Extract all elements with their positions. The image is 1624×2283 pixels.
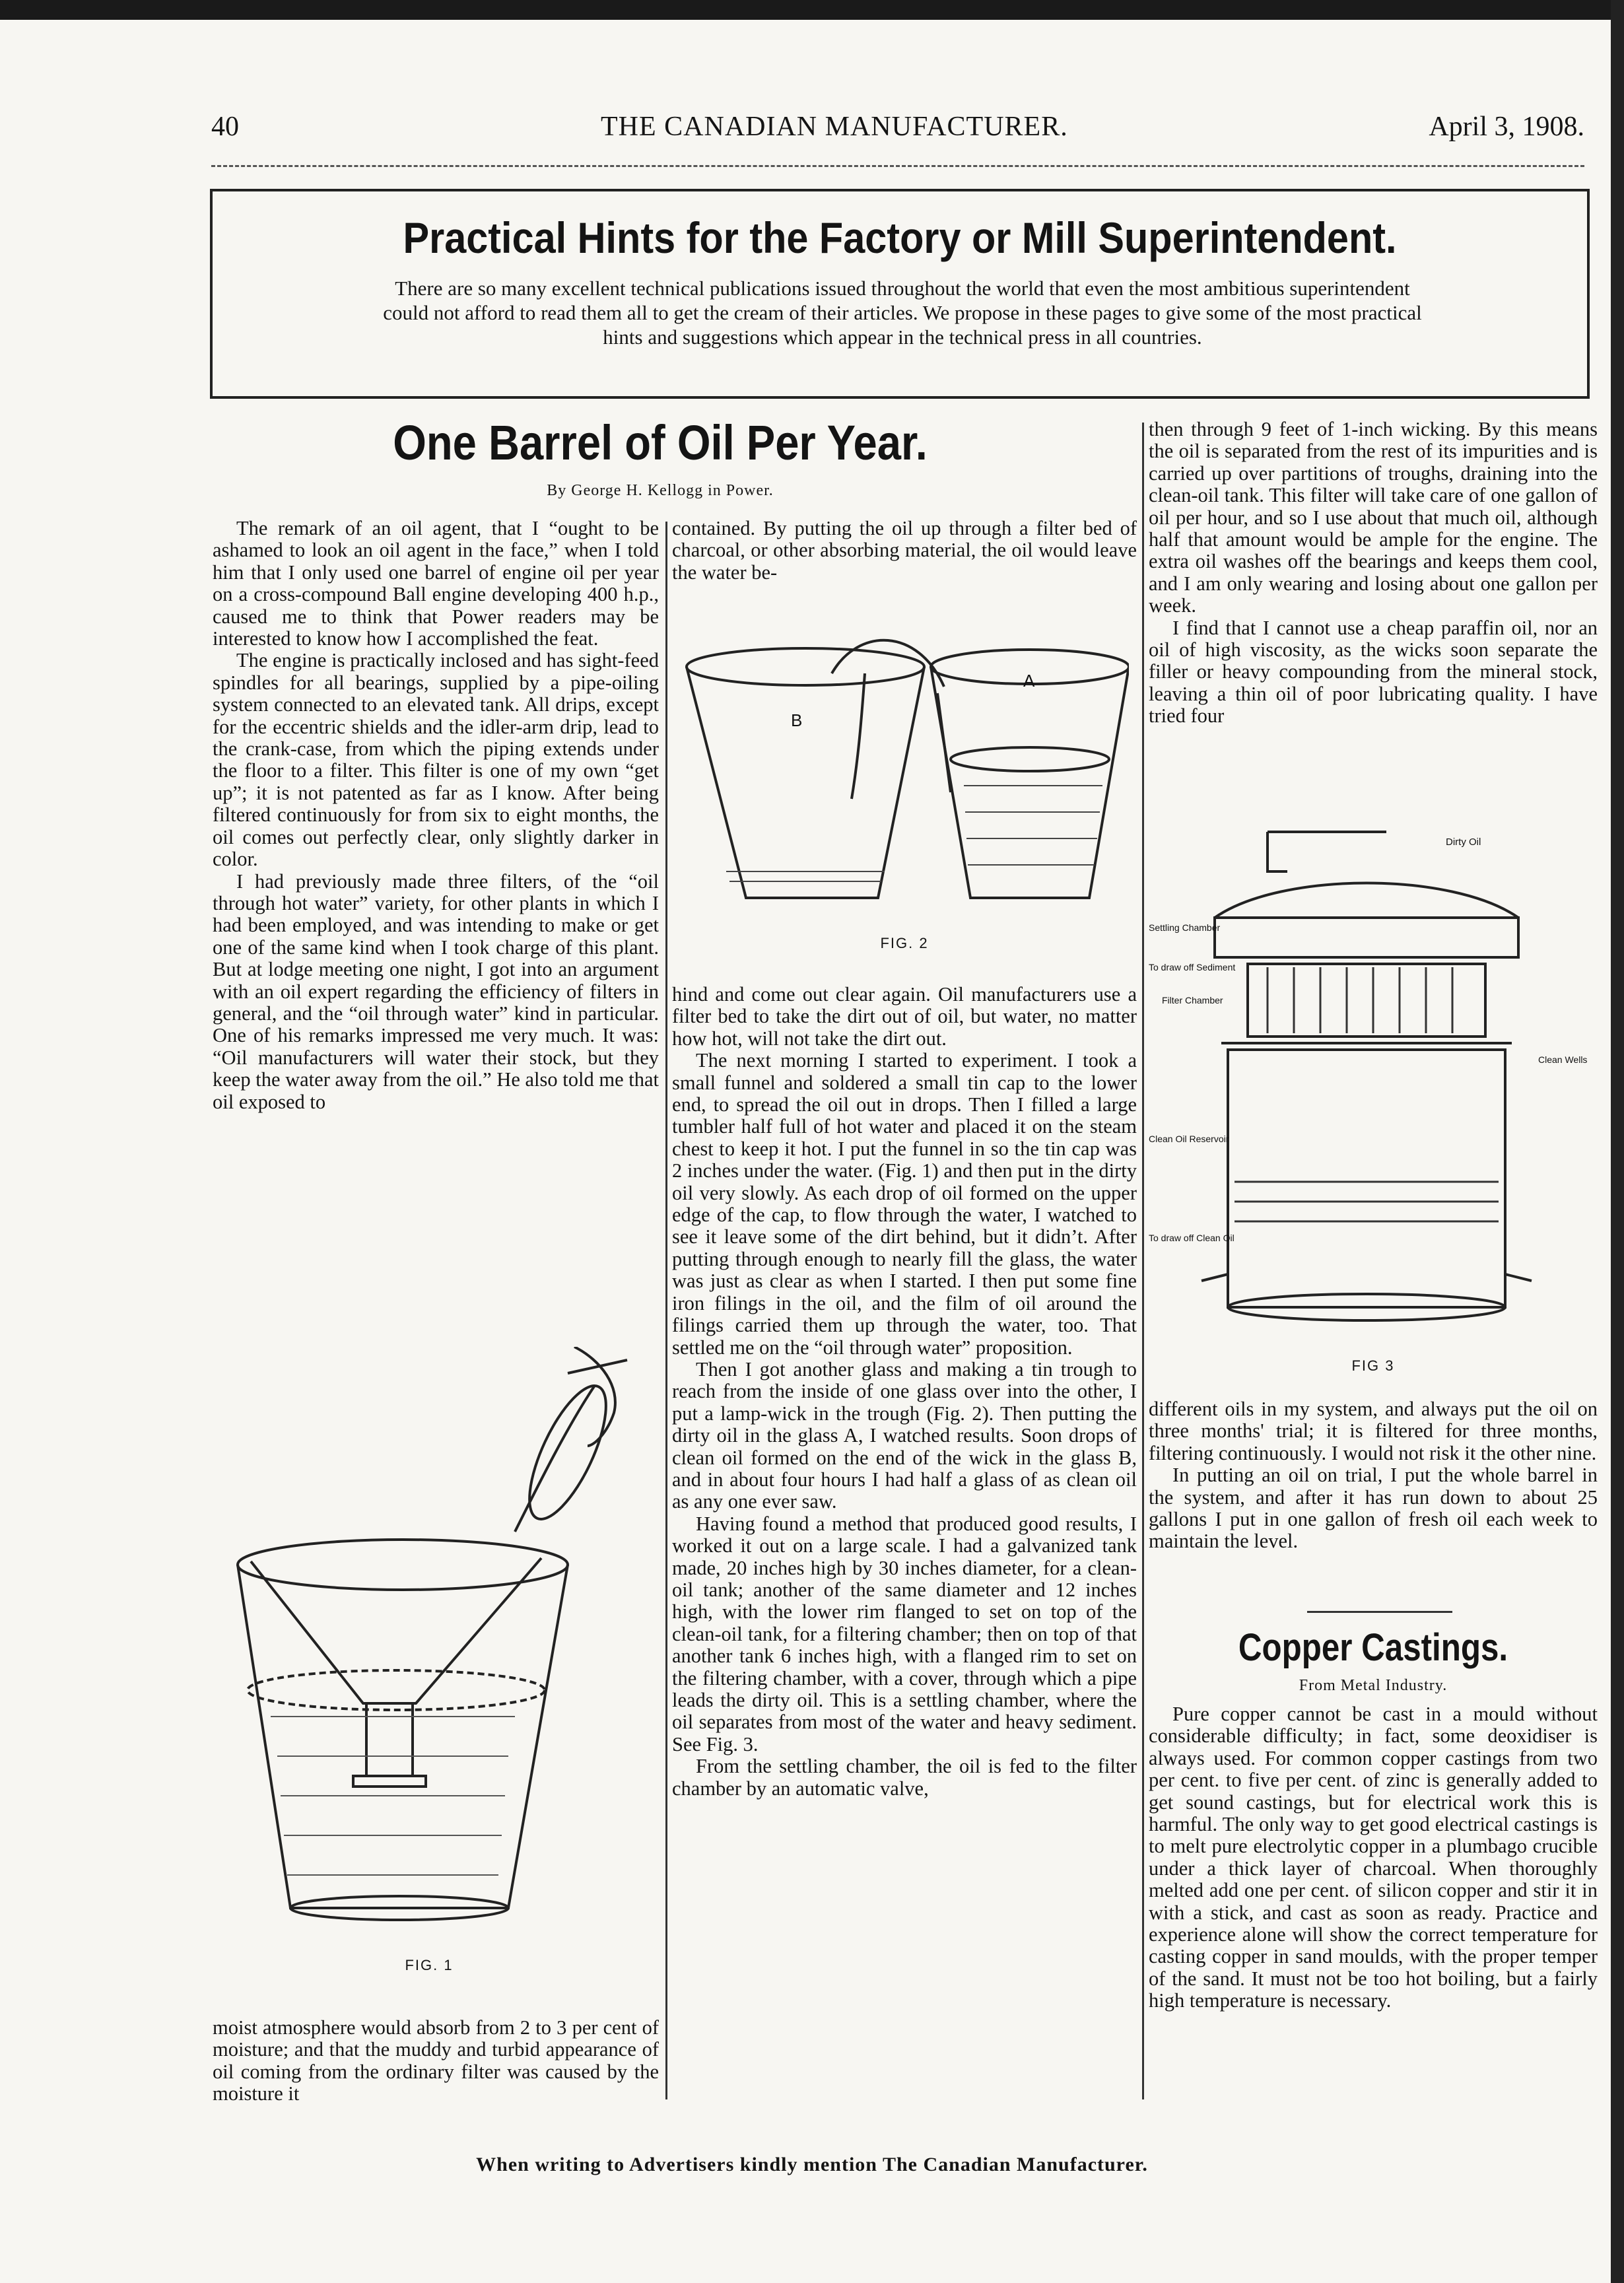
paragraph: then through 9 feet of 1-inch wicking. By this means the oil is separated from the rest of its impurities and is carried up over partitions of troughs, draining into the clean-oil tank. This filter will take care of one gallon of oil per hour, and so I use about that much oil, although half that amount would be ample for the engine. The extra oil washes off the bearings and keeps them cool, and I am only wearing and losing about one gallon per week. (1149, 418, 1598, 617)
header-rule (211, 165, 1584, 167)
figure-3-caption: FIG 3 (1351, 1357, 1395, 1374)
paragraph: Having found a method that produced good results, I worked it out on a large scale. I had a galvanized tank made, 20 inches high by 30 inches diameter, for a clean-oil tank; another of the same diameter and 12 inches high, with the lower rim flanged to set on top of the clean-oil tank, for a filtering chamber; then on top of that another tank 6 inches high, with a flanged rim to set on the filtering chamber, with a cover, through which a pipe leads the dirty oil. This is a settling chamber, where the oil separates from most of the water and heavy sediment. See Fig. 3. (672, 1512, 1137, 1755)
figure-1-drawing (198, 1347, 660, 1941)
paragraph: hind and come out clear again. Oil manufacturers use a filter bed to take the dirt out of oil, but water, no matter how hot, will not take the dirt out. (672, 983, 1137, 1050)
article-2-byline: From Metal Industry. (1299, 1677, 1448, 1694)
fig3-settling-label: Settling Chamber (1149, 922, 1221, 933)
article-2-text (1149, 1703, 1598, 2012)
figure-2-drawing (680, 614, 1129, 924)
article-2-heading (1149, 1625, 1598, 1670)
column-2-top (672, 518, 1137, 584)
figure-3-drawing (1149, 812, 1611, 1340)
fig3-draw-clean-label: To draw off Clean Oil (1149, 1233, 1235, 1243)
figure-1-caption: FIG. 1 (405, 1957, 454, 1973)
scan-right-edge (1611, 0, 1624, 2283)
magazine-title: THE CANADIAN MANUFACTURER. (601, 112, 1068, 142)
column-2-text (672, 984, 1137, 1800)
paragraph: The remark of an oil agent, that I “ought to be ashamed to look an oil agent in the face,” when I told him that I only used one barrel of engine oil per year on a cross-compound Ball engine developing 400 h.p., caused me to think that Power readers may be interested to know how I accomplished the feat. (213, 517, 659, 650)
figure-2-label-a: A (1023, 671, 1035, 691)
footer-notice: When writing to Advertisers kindly mention The Canadian Manufacturer. (476, 2154, 1148, 2175)
fig3-dirty-oil-label: Dirty Oil (1446, 836, 1481, 848)
figure-2 (680, 614, 1129, 957)
running-header (211, 111, 1584, 151)
figure-2-label-b: B (791, 710, 803, 730)
figure-3 (1149, 812, 1611, 1373)
section-box (210, 189, 1590, 399)
section-intro: There are so many excellent technical publications issued throughout the world that even the most ambitious superintendent could not afford to read them all to get the cream of their articles. We propose in these pages to give some of the most practical hints and suggestions which appear in the technical press in all countries. (383, 277, 1422, 349)
paragraph: The engine is practically inclosed and has sight-feed spindles for all bearings, supplied by a pipe-oiling system connected to an elevated tank. All drips, except for the eccentric shields and the idler-arm drip, lead to the crank-case, from which the piping extends under the floor to a filter. This filter is one of my own “get up”; it is not patented as far as I know. After being filtered continuously for from six to eight months, the oil comes out perfectly clear, only slightly darker in color. (213, 649, 659, 871)
paragraph: I had previously made three filters, of the “oil through hot water” variety, for other plants in which I had been employed, and was intending to make or get one of the same kind when I took charge of this plant. But at lodge meeting one night, I got into an argument with an oil expert regarding the efficiency of filters in general, and the “oil through water” kind in particular. One of his remarks impressed me very much. It was: “Oil manufacturers will water their stock, but they keep the water away from the oil.” He also told me that oil exposed to (213, 869, 659, 1113)
paragraph: Pure copper cannot be cast in a mould without considerable difficulty; in fact, some deoxidiser is always used. For common copper castings from two per cent. to five per cent. of zinc is generally added to get sound castings, but for electrical work this is harmful. The only way to get good electrical castings is to melt pure electrolytic copper in a plumbago crucible under a thick layer of charcoal. When thoroughly melted add one per cent. of silicon copper and stir it in with a stick, and cast as soon as ready. Practice and experience alone will show the correct temperature for casting copper in sand moulds, with the proper temper of the sand. It must not be too hot boiling, but a fairly high temperature is necessary. (1149, 1703, 1598, 2012)
paragraph: In putting an oil on trial, I put the whole barrel in the system, and after it has run down to about 25 gallons I put in one gallon of fresh oil each week to maintain the level. (1149, 1464, 1598, 1553)
paragraph: From the settling chamber, the oil is fed to the filter chamber by an automatic valve, (672, 1755, 1137, 1800)
fig3-reservoir-label: Clean Oil Reservoir (1149, 1134, 1229, 1144)
paragraph: moist atmosphere would absorb from 2 to 3 per cent of moisture; and that the muddy and turbid appearance of oil coming from the ordinary filter was caused by the moisture it (213, 2016, 659, 2105)
fig3-filter-label: Filter Chamber (1162, 995, 1223, 1005)
column-rule (1142, 423, 1144, 2099)
article-byline: By George H. Kellogg in Power. (547, 482, 774, 499)
paragraph: I find that I cannot use a cheap paraffin oil, nor an oil of high viscosity, as the wicks soon separate the filler or heavy compounding from the mineral stock, leaving a thin oil of poor lubricating quality. I have tried four (1149, 616, 1598, 728)
figure-1 (198, 1347, 660, 1973)
article-separator (1307, 1611, 1452, 1613)
column-3-top (1149, 419, 1598, 728)
article-title: One Barrel of Oil Per Year. (393, 415, 928, 470)
article-2-title: Copper Castings. (1238, 1626, 1508, 1669)
fig3-wells-label: Clean Wells (1538, 1054, 1588, 1065)
scan-top-band (0, 0, 1624, 20)
column-3-bottom (1149, 1398, 1598, 1553)
figure-2-caption: FIG. 2 (880, 935, 929, 951)
section-title: Practical Hints for the Factory or Mill Superintendent. (403, 213, 1397, 262)
column-1-continuation (213, 2017, 659, 2105)
column-rule (665, 522, 667, 2099)
issue-date: April 3, 1908. (1429, 112, 1584, 142)
fig3-sediment-label: To draw off Sediment (1149, 962, 1236, 972)
article-heading (198, 415, 1122, 471)
column-1-text (213, 518, 659, 1113)
paragraph: Then I got another glass and making a tin trough to reach from the inside of one glass over into the other, I put a lamp-wick in the trough (Fig. 2). Then putting the dirty oil in the glass A, I watched results. Soon drops of clean oil formed on the end of the wick in the glass B, and in about four hours I had half a glass of as clean oil as any one ever saw. (672, 1357, 1137, 1513)
paragraph: contained. By putting the oil up through a filter bed of charcoal, or other absorbing material, the oil would leave the water be- (672, 517, 1137, 584)
paragraph: different oils in my system, and always put the oil on three months' trial; it is filtered for three months, filtering continuously. I would not risk it the other nine. (1149, 1398, 1598, 1464)
page-number: 40 (211, 112, 239, 142)
paragraph: The next morning I started to experiment. I took a small funnel and soldered a small tin cap to the lower end, to spread the oil out in drops. Then I filled a large tumbler half full of hot water and placed it on the steam chest to keep it hot. I put the funnel in so the tin cap was 2 inches under the water. (Fig. 1) and then put in the dirty oil very slowly. As each drop of oil formed on the upper edge of the cap, to flow through the water, I watched to see it leave some of the dirt behind, but it didn’t. After putting through enough to nearly fill the glass, the water was just as clear as when I started. I then put some fine iron filings in the oil, and the film of oil around the filings carried them up through the water, too. That settled me on the “oil through water” proposition. (672, 1049, 1137, 1359)
